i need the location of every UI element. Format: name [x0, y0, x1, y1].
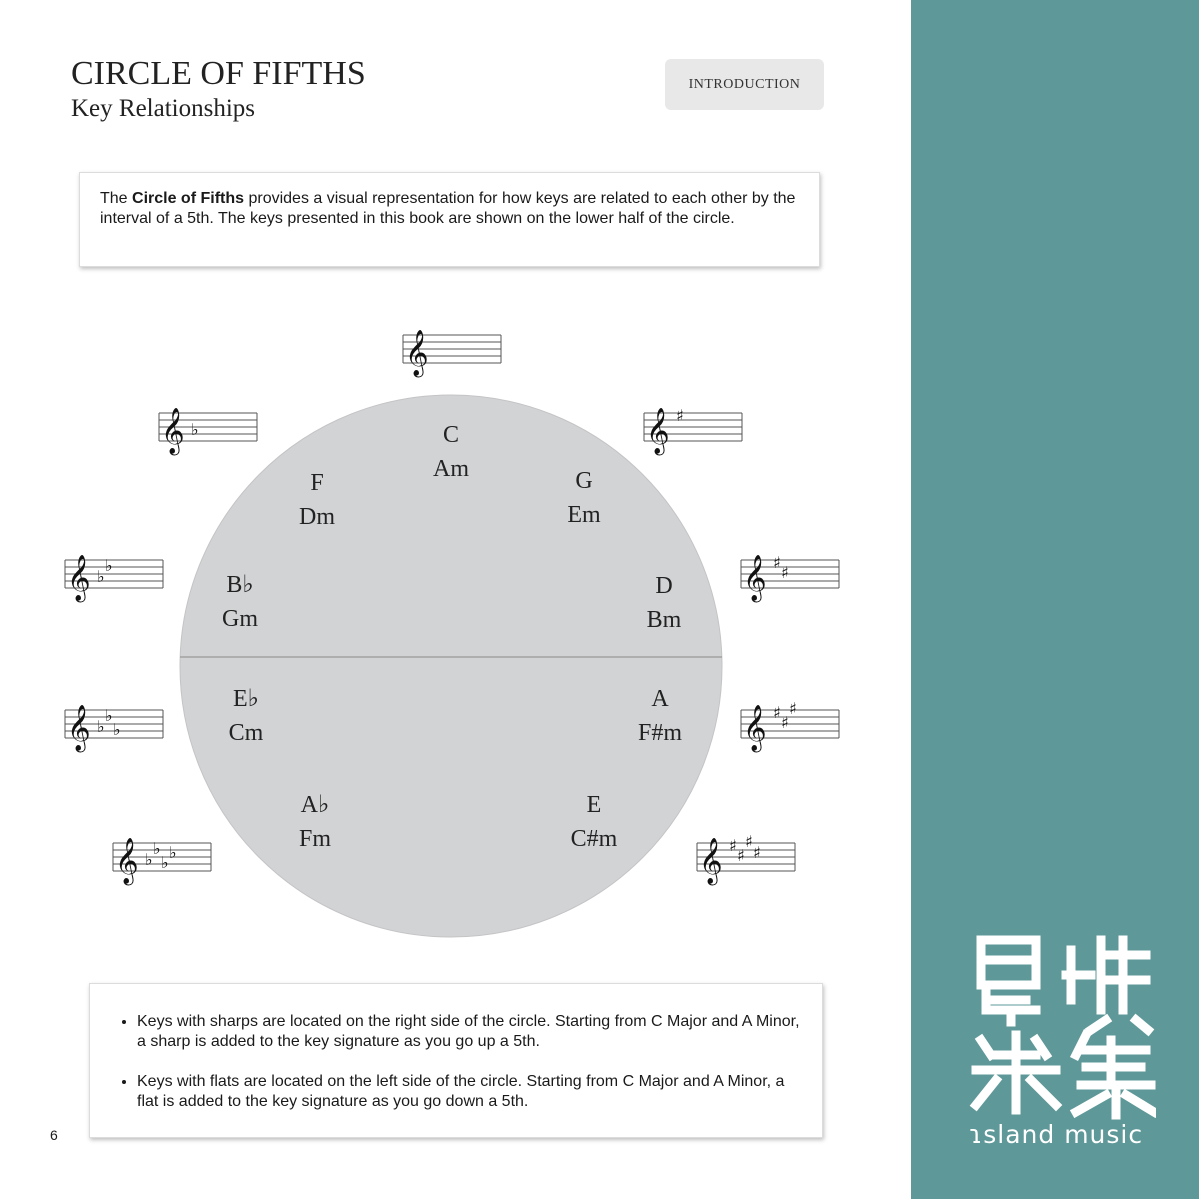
treble-clef-icon: 𝄞 — [115, 838, 139, 884]
sharp-icon: ♯ — [753, 843, 761, 862]
major-key-label: A♭ — [300, 792, 330, 818]
treble-clef-icon: 𝄞 — [67, 705, 91, 751]
intro-rest: provides a visual representation for how keys are related to each other by the interval of a 5th. The keys presented in this book are shown on the lower half of the circle. — [100, 190, 796, 227]
key-signature-staff — [697, 832, 795, 886]
section-tag: INTRODUCTION — [665, 59, 824, 110]
minor-key-label: C#m — [570, 826, 618, 852]
flat-icon: ♭ — [105, 706, 113, 725]
treble-clef-icon: 𝄞 — [743, 705, 767, 751]
flat-icon: ♭ — [97, 567, 105, 586]
key-signature-staff — [65, 555, 163, 603]
minor-key-label: Dm — [299, 504, 335, 530]
circle-of-fifths-diagram — [0, 300, 911, 950]
key-signature-staff — [741, 699, 839, 753]
key-signature-staff — [644, 406, 742, 456]
minor-key-label: Bm — [646, 607, 682, 633]
major-key-label: A — [651, 686, 669, 712]
major-key-label: E — [586, 792, 602, 818]
note-sharps: • Keys with sharps are located on the right side of the circle. Starting from C Major and A Minor, a sharp is added to the key signature as you go up a 5th. — [137, 1012, 802, 1052]
sharp-icon: ♯ — [773, 703, 781, 722]
treble-clef-icon: 𝄞 — [699, 838, 723, 884]
note-flats: • Keys with flats are located on the left side of the circle. Starting from C Major and A Minor, a flat is added to the key signature as you go down a 5th. — [137, 1072, 802, 1112]
minor-key-label: Gm — [222, 606, 258, 632]
treble-clef-icon: 𝄞 — [67, 555, 91, 601]
intro-bold: Circle of Fifths — [132, 190, 245, 207]
minor-key-label: Fm — [298, 826, 332, 852]
major-key-label: F — [310, 470, 324, 496]
minor-key-label: F#m — [637, 720, 683, 746]
flat-icon: ♭ — [191, 420, 199, 439]
sharp-icon: ♯ — [729, 836, 737, 855]
treble-clef-icon: 𝄞 — [405, 330, 429, 376]
notes-box — [89, 983, 823, 1138]
major-key-label: G — [575, 468, 593, 494]
major-key-label: E♭ — [233, 686, 259, 712]
flat-icon: ♭ — [161, 853, 169, 872]
major-key-label: C — [442, 422, 460, 448]
flat-icon: ♭ — [145, 850, 153, 869]
sharp-icon: ♯ — [676, 406, 684, 425]
page-title: CIRCLE OF FIFTHS — [71, 55, 366, 92]
sharp-icon: ♯ — [745, 832, 753, 851]
major-key-label: B♭ — [226, 572, 254, 598]
key-signature-staff — [65, 705, 163, 753]
sharp-icon: ♯ — [773, 553, 781, 572]
intro-box — [79, 172, 820, 267]
minor-key-label: Em — [567, 502, 601, 528]
flat-icon: ♭ — [113, 720, 121, 739]
sharp-icon: ♯ — [789, 699, 797, 718]
flat-icon: ♭ — [153, 839, 161, 858]
intro-prefix: The — [100, 190, 133, 207]
minor-key-label: Am — [433, 456, 469, 482]
treble-clef-icon: 𝄞 — [161, 408, 185, 454]
brand-sidebar — [911, 0, 1199, 1199]
flat-icon: ♭ — [169, 843, 177, 862]
page-number: 6 — [50, 1127, 58, 1143]
sharp-icon: ♯ — [737, 846, 745, 865]
flat-icon: ♭ — [97, 717, 105, 736]
logo-text: ɿsland music — [969, 1120, 1144, 1149]
key-signature-staff — [403, 330, 501, 378]
key-signature-staff — [159, 408, 257, 456]
treble-clef-icon: 𝄞 — [646, 408, 670, 454]
page-subtitle: Key Relationships — [71, 95, 256, 122]
major-key-label: D — [655, 573, 673, 599]
key-signature-staff — [741, 553, 839, 603]
key-signature-staff — [113, 838, 211, 886]
minor-key-label: Cm — [228, 720, 264, 746]
treble-clef-icon: 𝄞 — [743, 555, 767, 601]
sharp-icon: ♯ — [781, 713, 789, 732]
island-music-logo — [966, 930, 1156, 1120]
flat-icon: ♭ — [105, 556, 113, 575]
sharp-icon: ♯ — [781, 563, 789, 582]
